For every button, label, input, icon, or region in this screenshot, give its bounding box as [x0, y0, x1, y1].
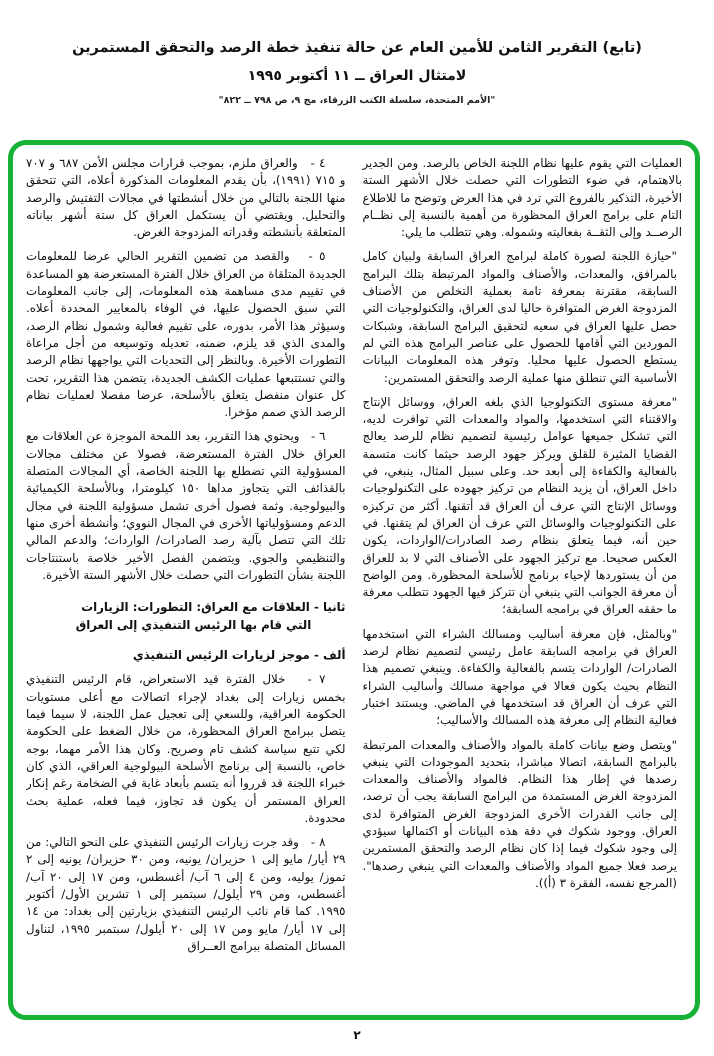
- quoted-paragraph-4: "ويتصل وضع بيانات كاملة بالمواد والأصناف والمعدات المرتبطة بالبرامج السابقة، اتصالا مباشرا، بتحديد الموجودات التي ينبغي رصدها في إطار هذا النظام. فالمواد والأصناف والمعدات المزدوجة الغرض المستمدة من البرامج السابقة يجب أن ترصد، إلى جانب القدرات الأخرى المزدوجة الغرض المتوافرة لدى العراق. ووجود شكوك في دقة هذه البيانات أو اكتمالها سيؤدي إلى وجود شكوك فيما إذا كان نظام الرصد والتحقق المستمرين يرصد فعلا جميع المواد والأصناف والمعدات التي ينبغي رصدها". (المرجع نفسه، الفقرة ٣ (أ)).: [362, 737, 677, 890]
- report-title: (تابع) التقرير الثامن للأمين العام عن حالة تنفيذ خطة الرصد والتحقق المستمرين: [72, 40, 642, 56]
- quoted-paragraph-3: "وبالمثل، فإن معرفة أساليب ومسالك الشراء التي استخدمها العراق في برامجه السابقة عامل رئيسي لتصميم نظام لرصد الصادرات/ الواردات يتسم بالفعالية والكفاءة. وينبغي تصميم هذا النظام بحيث يكون فعالا في مواجهة مسالك وأساليب الشراء التي عرف أن العراق قد استخدمها في الماضي. ويستند اختبار فعالية النظام إلى معرفة هذه المسالك والأساليب؛: [362, 626, 677, 728]
- page-number: ٢: [353, 1028, 361, 1042]
- left-column: [26, 155, 346, 1007]
- paragraph-7: ٧ - خلال الفترة قيد الاستعراض، قام الرئيس التنفيذي بخمس زيارات إلى بغداد لإجراء اتصالات مع أعلى مستويات الحكومة العراقية، وللسعي إلى تعجيل عمل اللجنة، لا سيما فيما يتصل ببرامج العراق المحظورة، من خلال الضغط على الحكومة لكي تتبع سياسة كشف تام وصريح. وكان هذا الأمر مهما، بوجه خاص، بالنسبة إلى برنامج الأسلحة البيولوجية العراقي، الذي كان خبراء اللجنة قد قرروا أنه يتسم بأبعاد غاية في الضخامة رغم إنكار العراق المستمر أن يكون قد تجاوز، فيما فعله، عملية بحث محدودة.: [26, 672, 346, 825]
- subsection-heading-alef: ألف - موجز لزيارات الرئيس التنفيذي: [132, 648, 346, 663]
- two-column-layout: [26, 155, 682, 1007]
- paragraph-5: ٥ - والقصد من تضمين التقرير الحالي عرضا للمعلومات الجديدة المتلقاة من العراق خلال الفترة المستعرضة هو المساعدة في تقييم مدى مساهمة هذه المعلومات، إلى جانب المعلومات التي سبق الحصول عليها، في الوفاء بالمعايير المحددة أعلاه. وسيؤثر هذا الأمر، بدوره، على تقييم فعالية وشمول نظام الرصد، والمدى الذي قد يلزم، ضمنه، تعديله وتوسيعه من أجل مراعاة التطورات الأخيرة. وبالنظر إلى التحديات التي يواجهها نظام الرصد والتي تستتبعها عمليات الكشف الجديدة، يتضمن هذا التقرير، تحت كل عنوان منفصل يتعلق بالأسلحة، عرضا مفصلا لعمليات نظام الرصد الذي صمم مؤخرا.: [26, 249, 346, 420]
- paragraph-continuation: العمليات التي يقوم عليها نظام اللجنة الخاص بالرصد. ومن الجدير بالاهتمام، في ضوء التطورات التي حصلت خلال الأشهر الستة الأخيرة، التذكير بالفروع التي ترد في هذا العرض وتوضح ما للاطلاع التام على برامج العراق المحظورة من أهمية بالنسبة إلى نظــام الرصــد وإلى الثقــة بفعاليته وشموله. وهي تتطلب ما يلي:: [362, 156, 682, 240]
- quoted-paragraph-1: "حيازة اللجنة لصورة كاملة لبرامج العراق السابقة ولبيان كامل بالمرافق، والمعدات، والأصناف والمواد المرتبطة بتلك البرامج السابقة، مقترنة بمعرفة تامة بعملية التخلص من الأصناف المزدوجة الغرض المتوافرة حاليا لدى العراق، والتكنولوجيات التي حصل عليها العراق في سعيه لتحقيق البرامج السابقة، وشبكات الموردين التي أقامها للحصول على عناصر البرامج هذه التي لم يستطع الحصول عليها محليا. وتوفر هذه المعلومات البيانات الأساسية التي تنطلق منها عملية الرصد والتحقق المستمرين:: [362, 249, 677, 385]
- right-column: [363, 155, 683, 1007]
- section-heading-line2: التي قام بها الرئيس التنفيذي إلى العراق: [75, 617, 312, 632]
- document-header: [0, 38, 714, 106]
- paragraph-4: ٤ - والعراق ملزم، بموجب قرارات مجلس الأمن ٦٨٧ و ٧٠٧ و ٧١٥ (١٩٩١)، بأن يقدم المعلومات المذكورة أعلاه، التي تتحقق منها اللجنة بالتالي من خلال أنشطتها في مجالات التفتيش والرصد والتحليل. ويقتضي أن يستكمل العراق كل ستة أشهر بياناته المتعلقة بأنشطته وقدراته المزدوجة الغرض.: [26, 156, 346, 240]
- section-heading-line1: ثانيا - العلاقات مع العراق: التطورات: الزيارات: [81, 600, 346, 615]
- source-citation: "الأمم المتحدة، سلسلة الكتب الزرقاء، مج ٩، ص ٧٩٨ ــ ٨٢٢": [218, 95, 496, 107]
- quoted-paragraph-2: "معرفة مستوى التكنولوجيا الذي بلغه العراق، ووسائل الإنتاج والاقتناء التي استخدمها، والمواد والمعدات التي توافرت لديه، التي تشكل جميعها عوامل رئيسية لتصميم نظام للرصد يعالج القضايا المثيرة للقلق ويركز جهود الرصد حيثما كانت متسمة بالفعالية والكفاءة إلى أبعد حد. وعلى سبيل المثال، ينبغي، في داخل العراق، أن يزيد النظام من تركيز جهوده على التكنولوجيات ووسائل الإنتاج التي عرف أن العراق قد أتقنها. أكثر من تركيزه على التكنولوجيات والوسائل التي عرف أن العراق لم يتقنها. في حين أنه، فيما يتعلق بنظام رصد الصادرات/الواردات، يكون العكس صحيحا. مع تركيز الجهود على الأصناف التي لا بد للعراق من أن يستوردها لإحياء برنامج للأسلحة المحظورة. ومن الواضح أن معرفة الجوانب التي ينبغي أن تتركز فيها الجهود تتطلب معرفة ما حققه العراق في برامجه السابقة؛: [362, 394, 677, 617]
- paragraph-8: ٨ - وقد جرت زيارات الرئيس التنفيذي على النحو التالي: من ٢٩ أيار/ مايو إلى ١ حزيران/ يونيه، ومن ٣٠ حزيران/ يونيه إلى ٢ تموز/ يوليه، ومن ٤ إلى ٦ آب/ أغسطس، ومن ١٧ إلى ٢٠ آب/ أغسطس، ومن ٢٩ أيلول/ سبتمبر إلى ١ تشرين الأول/ أكتوبر ١٩٩٥. كما قام نائب الرئيس التنفيذي بزيارتين إلى بغداد: من ١٤ إلى ١٧ أيار/ مايو ومن ١٧ إلى ٢٠ أيلول/ سبتمبر ١٩٩٥، لتناول المسائل المتصلة ببرامج العــراق: [26, 835, 346, 953]
- paragraph-6: ٦ - ويحتوي هذا التقرير، بعد اللمحة الموجزة عن العلاقات مع العراق خلال الفترة المستعرضة، فصولا عن مختلف مجالات المسؤولية التي تضطلع بها اللجنة الخاصة، أي المجالات المتصلة بالقذائف التي يتجاوز مداها ١٥٠ كيلومترا، وبالأسلحة الكيميائية والبيولوجية. وثمة فصول أخرى تشمل مسؤولية اللجنة في مجال الدعم ومسؤولياتها الأخرى في المجال النووي؛ وأنشطة أخرى منها تلك التي تتصل بآلية رصد الصادرات/ الواردات؛ والدعم المالي والتنظيمي والجوي. ويتضمن الفصل الأخير خلاصة باستنتاجات اللجنة بشأن التطورات التي حصلت خلال الأشهر الستة الأخيرة.: [26, 429, 346, 582]
- green-content-box: [8, 140, 700, 1020]
- report-subtitle-date: لامتثال العراق ــ ١١ أكتوبر ١٩٩٥: [247, 68, 467, 85]
